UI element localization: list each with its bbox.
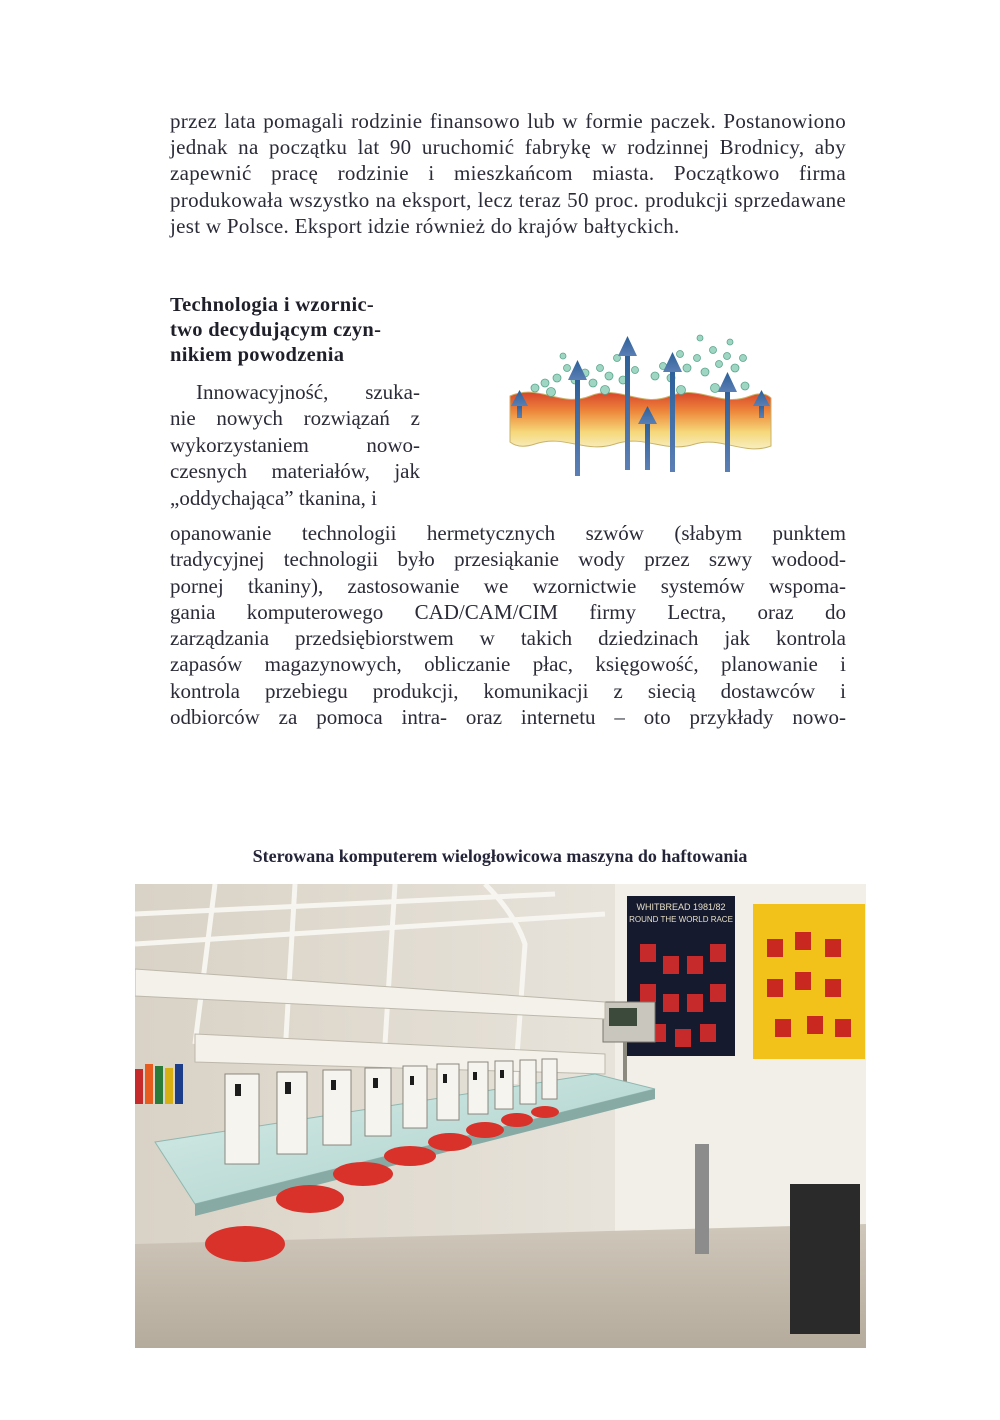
heading-line: Technologia i wzornic- xyxy=(170,294,375,316)
text-line: odbiorców za pomoca intra- oraz internetu – oto przykłady nowo- xyxy=(170,705,846,730)
fabric-diagram-svg xyxy=(505,328,775,478)
text-line: zapasów magazynowych, obliczanie płac, księgowość, planowanie i xyxy=(170,652,846,677)
bin xyxy=(790,1184,860,1334)
wide-paragraph xyxy=(170,520,846,730)
water-droplets xyxy=(531,335,749,397)
section-heading xyxy=(170,293,420,368)
text-line: czesnych materiałów, jak xyxy=(170,459,420,484)
text-line: gania komputerowego CAD/CAM/CIM firmy Lectra, oraz do xyxy=(170,599,846,624)
heading-line: two decydującym czyn- xyxy=(170,319,382,341)
poster-subtitle: ROUND THE WORLD RACE xyxy=(629,915,733,924)
text-line: „oddychająca” tkanina, i xyxy=(170,485,377,510)
table-leg xyxy=(695,1144,709,1254)
text-line: zarządzania przedsiębiorstwem w takich dziedzinach jak kontrola xyxy=(170,626,846,651)
heading-line: nikiem powodzenia xyxy=(170,344,345,366)
figure-caption: Sterowana komputerem wielogłowicowa maszyna do haftowania xyxy=(252,846,748,866)
intro-paragraph: przez lata pomagali rodzinie finansowo lub w formie paczek. Postanowiono jednak na początku lat 90 uruchomić fabrykę w rodzinnej Brodnicy, aby zapewnić pracę rodzinie i mieszkańcom miasta. Początkowo firma produkowała wszystko na eksport, lecz teraz 50 proc. produkcji sprzedawane jest w Polsce. Eksport idzie również do krajów bałtyckich. xyxy=(170,109,846,238)
breathable-fabric-diagram xyxy=(505,328,775,478)
poster-title: WHITBREAD 1981/82 xyxy=(636,902,726,912)
text-line: opanowanie technologii hermetycznych szwów (słabym punktem xyxy=(170,521,846,545)
text-line: kontrola przebiegu produkcji, komunikacji z siecią dostawców i xyxy=(170,678,846,703)
text-line: pornej tkaniny), zastosowanie we wzornictwie systemów wspoma- xyxy=(170,573,846,598)
embroidery-machine-photo xyxy=(135,884,866,1348)
narrow-paragraph xyxy=(170,379,420,511)
text-line: wykorzystaniem nowo- xyxy=(170,432,420,457)
thread-spools xyxy=(135,1064,183,1104)
text-line: nie nowych rozwiązań z xyxy=(170,406,420,431)
text-line: Innowacyjność, szuka- xyxy=(196,380,420,404)
race-poster-yellow xyxy=(753,904,865,1059)
text-line: tradycyjnej technologii było przesiąkanie wody przez szwy wodood- xyxy=(170,547,846,572)
photo-svg xyxy=(135,884,866,1348)
